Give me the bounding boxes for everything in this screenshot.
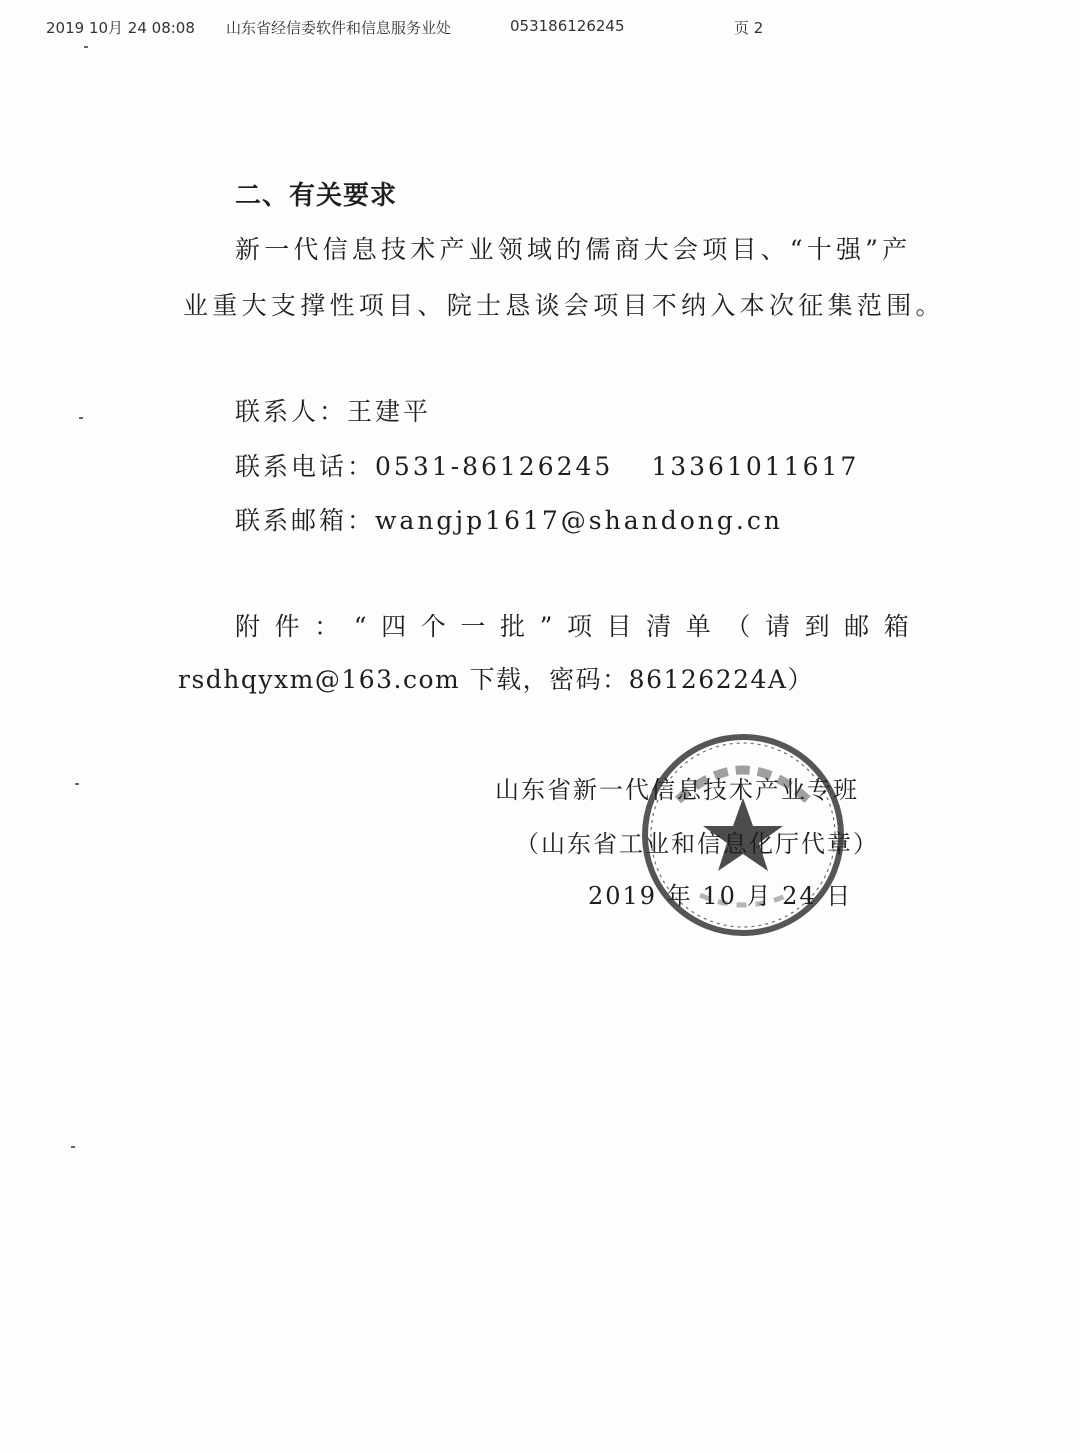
attachment-line1: 附件：“四个一批”项目清单（请到邮箱 [235, 612, 924, 641]
fax-header [46, 17, 806, 43]
signing-date: 2019 年 10 月 24 日 [588, 882, 853, 910]
page-number: 页 2 [734, 19, 764, 37]
fax-number: 053186126245 [510, 17, 625, 35]
contact-person-name: 王建平 [347, 397, 432, 426]
contact-person [235, 392, 431, 428]
signing-organization: 山东省新一代信息技术产业专班 [495, 776, 859, 804]
section-heading: 二、有关要求 [235, 181, 398, 211]
contact-phone-2: 13361011617 [651, 452, 860, 481]
contact-email [235, 501, 783, 537]
scan-speck [71, 1146, 75, 1148]
scan-speck [84, 46, 88, 48]
contact-phone-label: 联系电话： [235, 452, 376, 481]
attachment-line2: rsdhqyxm@163.com 下载，密码：86126224A） [178, 665, 814, 694]
contact-email-label: 联系邮箱： [235, 506, 376, 535]
fax-sender: 山东省经信委软件和信息服务业处 [226, 19, 452, 37]
contact-phone-1: 0531-86126245 [375, 452, 614, 481]
contact-phone [235, 447, 859, 483]
requirements-paragraph-line2: 业重大支撑性项目、院士恳谈会项目不纳入本次征集范围。 [183, 291, 945, 320]
scan-speck [79, 417, 83, 419]
requirements-paragraph-line1: 新一代信息技术产业领域的儒商大会项目、“十强”产 [235, 235, 912, 264]
fax-date-time: 2019 10月 24 08:08 [46, 19, 195, 37]
contact-email-address: wangjp1617@shandong.cn [375, 506, 783, 535]
signing-note: （山东省工业和信息化厅代章） [515, 830, 879, 858]
scan-speck [75, 783, 79, 785]
contact-person-label: 联系人： [235, 397, 348, 426]
